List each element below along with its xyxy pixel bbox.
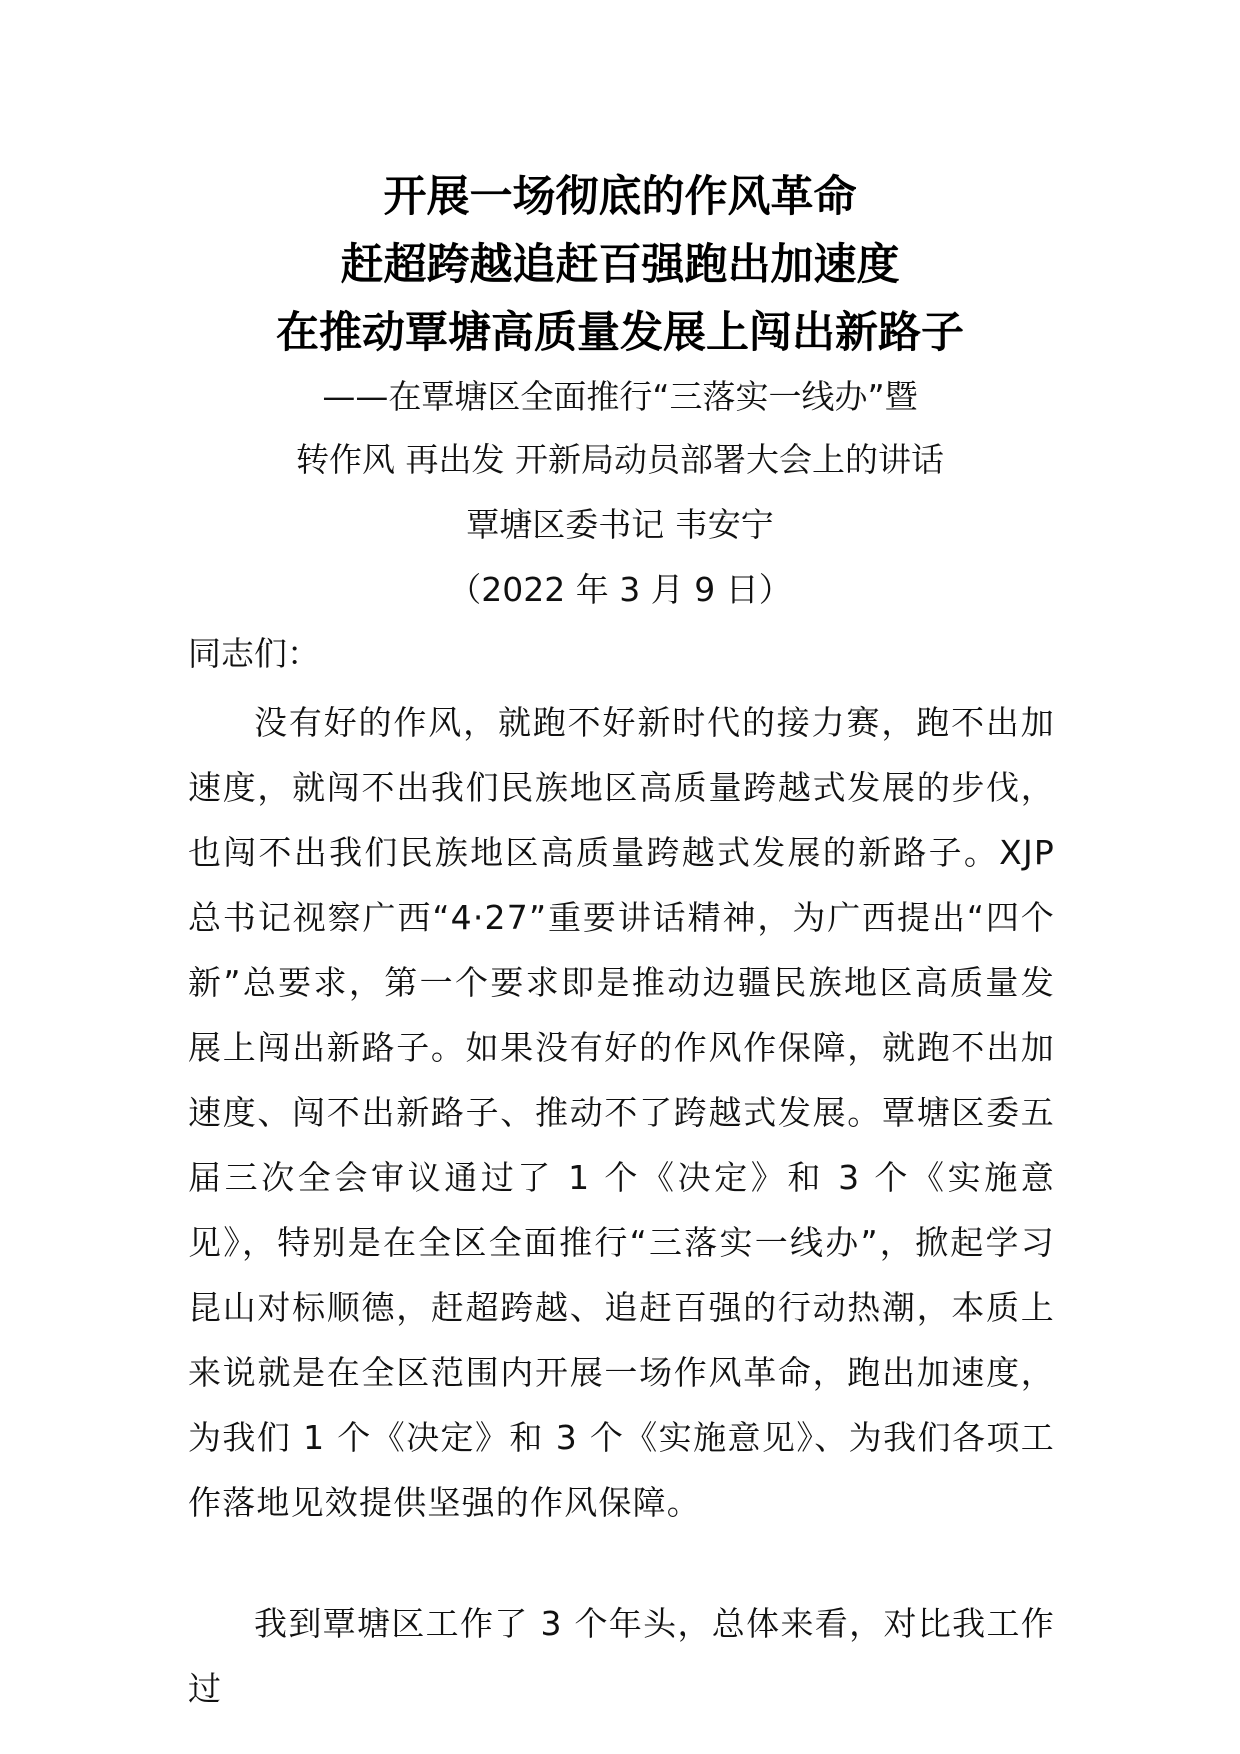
subtitle-line-2: 转作风 再出发 开新局动员部署大会上的讲话 bbox=[296, 440, 944, 479]
date-line: （2022 年 3 月 9 日） bbox=[448, 570, 792, 609]
title-line-2: 赶超跨越追赶百强跑出加速度 bbox=[340, 240, 900, 290]
body-paragraph-2: 我到覃塘区工作了 3 个年头，总体来看，对比我工作过 bbox=[188, 1604, 1055, 1708]
title-line-3: 在推动覃塘高质量发展上闯出新路子 bbox=[276, 308, 964, 358]
subtitle-line-1: ——在覃塘区全面推行“三落实一线办”暨 bbox=[322, 377, 918, 416]
body-paragraph-1: 没有好的作风，就跑不好新时代的接力赛，跑不出加速度，就闯不出我们民族地区高质量跨越式发展的步伐，也闯不出我们民族地区高质量跨越式发展的新路子。XJP 总书记视察广西“4·27”重要讲话精神，为广西提出“四个新”总要求，第一个要求即是推动边疆民族地区高质量发展上闯出新路子。如果没有好的作风作保障，就跑不出加速度、闯不出新路子、推动不了跨越式发展。覃塘区委五届三次全会审议通过了 1 个《决定》和 3 个《实施意见》，特别是在全区全面推行“三落实一线办”，掀起学习昆山对标顺德，赶超跨越、追赶百强的行动热潮，本质上来说就是在全区范围内开展一场作风革命，跑出加速度，为我们 1 个《决定》和 3 个《实施意见》、为我们各项工作落地见效提供坚强的作风保障。 bbox=[188, 703, 1055, 1522]
title-line-1: 开展一场彻底的作风革命 bbox=[383, 172, 857, 222]
author-line: 覃塘区委书记 韦安宁 bbox=[466, 505, 774, 544]
salutation: 同志们： bbox=[188, 634, 320, 673]
